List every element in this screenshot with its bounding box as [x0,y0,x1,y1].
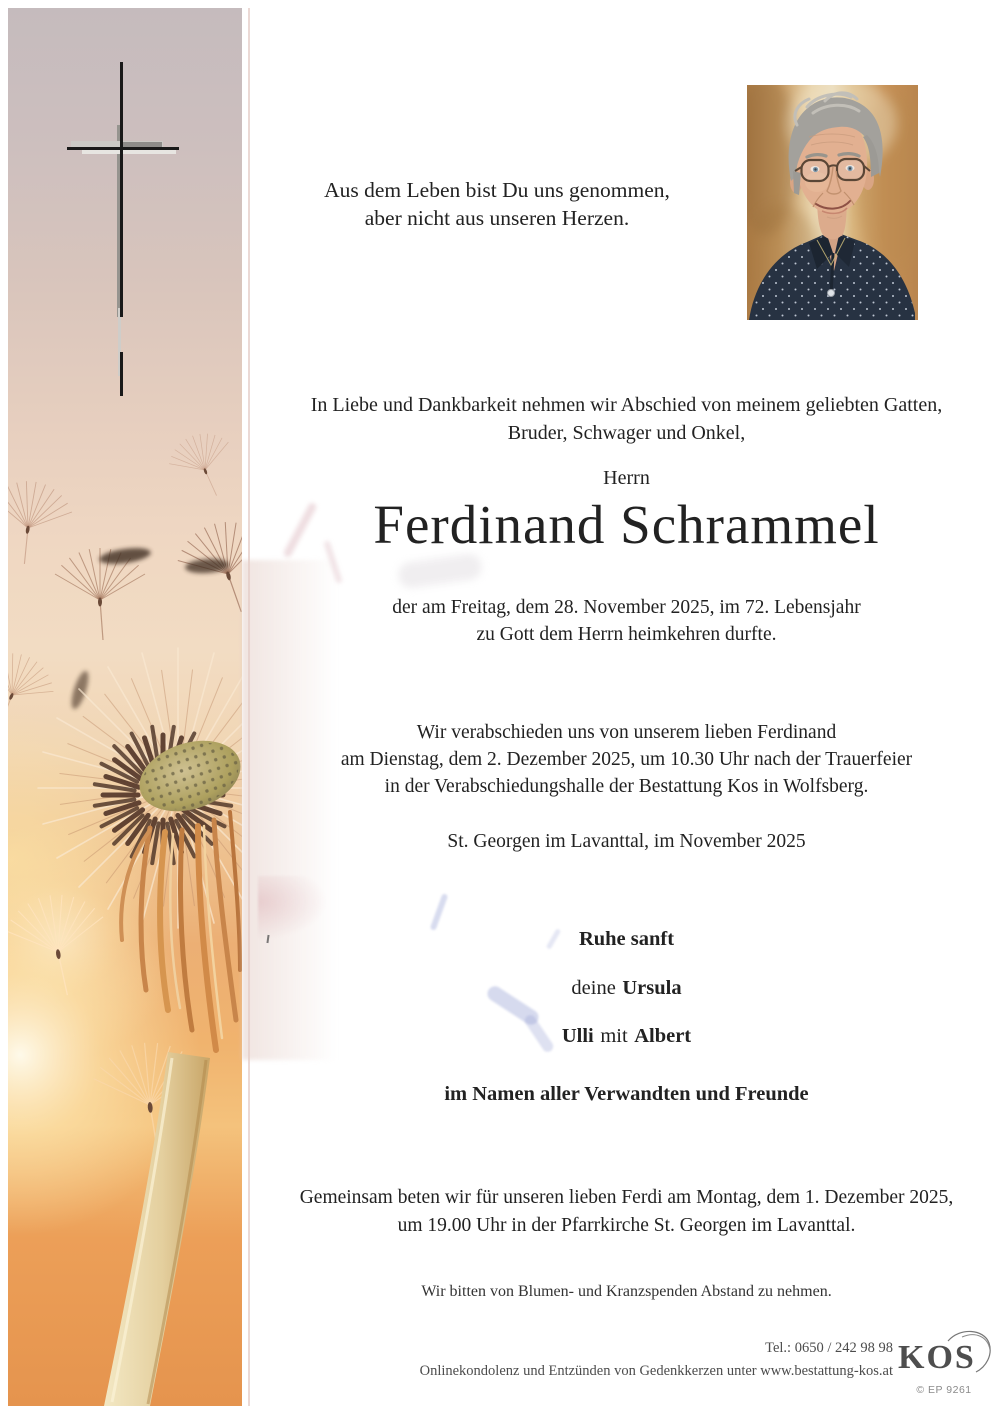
dandelion-sunset-art [8,8,242,1406]
kos-logo [896,1329,992,1379]
prayer-line-2: um 19.00 Uhr in der Pfarrkirche St. Georgen im Lavanttal. [397,1215,856,1236]
prayer-paragraph [252,1184,1001,1240]
flowers-note: Wir bitten von Blumen- und Kranzspenden Abstand zu nehmen. [421,1283,832,1300]
band-divider-line [248,8,250,1406]
farewell-line-2: am Dienstag, dem 2. Dezember 2025, um 10.30 Uhr nach der Trauerfeier [340,749,913,770]
place-and-date: St. Georgen im Lavanttal, im November 2025 [447,831,806,852]
intro-line-2: Bruder, Schwager und Onkel, [507,422,746,444]
intro-paragraph [252,391,1001,447]
epigraph-line-1: Aus dem Leben bist Du uns genommen, [324,178,670,202]
life-line-1: der am Freitag, dem 28. November 2025, im 72. Lebensjahr [392,597,861,618]
print-code: © EP 9261 [916,1384,972,1396]
mourner-family [252,1025,1001,1048]
epigraph [262,176,732,232]
phone-number: Tel.: 0650 / 242 98 98 [765,1340,893,1356]
mourner-wife [252,977,1001,1000]
condolence-info: Onlinekondolenz und Entzünden von Gedenkkerzen unter www.bestattung-kos.at [419,1362,893,1379]
farewell-line-1: Wir verabschieden uns von unserem lieben Ferdinand [416,722,837,743]
epigraph-line-2: aber nicht aus unseren Herzen. [364,206,630,230]
watermark-petal [430,893,449,931]
salutation: Herrn [603,467,650,489]
mourner-name: Ulli [561,1025,594,1047]
kos-logo-text: KOS [898,1339,976,1376]
portrait-photo [747,85,918,320]
collective-mourners: im Namen aller Verwandten und Freunde [444,1083,809,1105]
prayer-line-1: Gemeinsam beten wir für unseren lieben Ferdi am Montag, dem 1. Dezember 2025, [299,1187,954,1208]
farewell-paragraph [252,719,1001,800]
mourner-name: Ursula [622,977,682,999]
mourner-connector: mit [600,1025,628,1047]
farewell-line-3: in der Verabschiedungshalle der Bestattung Kos in Wolfsberg. [384,776,869,797]
life-line-2: zu Gott dem Herrn heimkehren durfte. [476,624,777,645]
left-photo-band [8,8,242,1406]
life-dates [252,594,1001,648]
deceased-name: Ferdinand Schrammel [373,494,880,555]
rest-in-peace: Ruhe sanft [578,928,675,950]
mourner-prefix: deine [571,977,616,999]
watermark-blur [397,552,484,589]
funeral-home-contact [252,1337,893,1382]
mourner-name: Albert [634,1025,692,1047]
intro-line-1: In Liebe und Dankbarkeit nehmen wir Abschied von meinem geliebten Gatten, [310,394,943,416]
